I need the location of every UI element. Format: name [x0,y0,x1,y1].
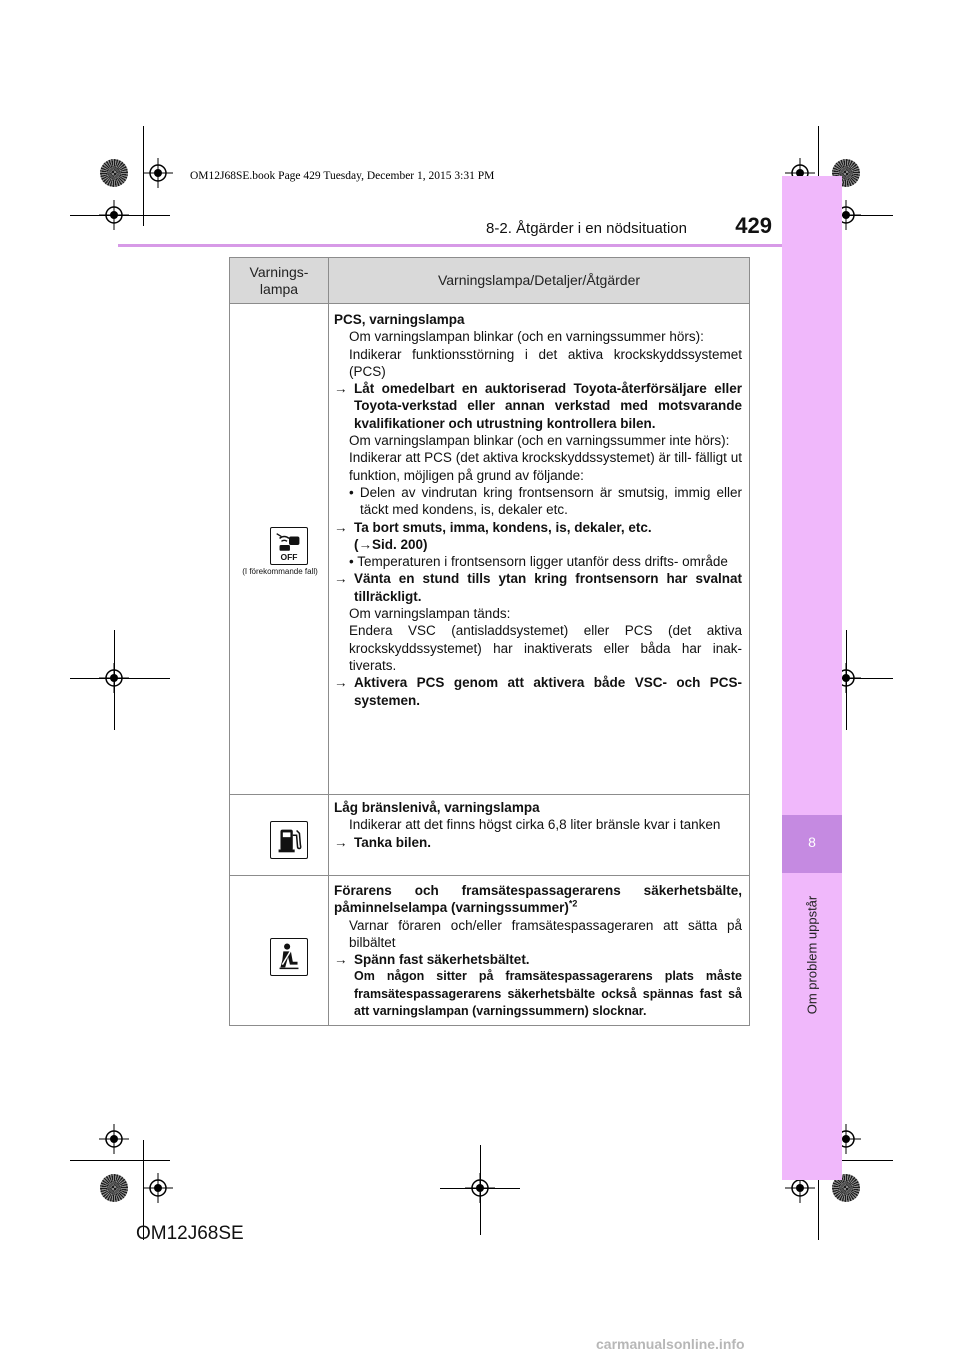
arrow-glyph: → [334,519,348,535]
row-paragraph: Indikerar att PCS (det aktiva krockskyddssystemet) är till- fälligt ut funktion, möjligen på grund av följande: [349,450,742,483]
low-fuel-icon [270,821,308,859]
row-title: Låg bränslenivå, varningslampa [334,800,540,815]
pcs-off-warning-icon [270,527,308,565]
chapter-number: 8 [808,834,816,850]
icon-caption: (I förekommande fall) [242,567,318,576]
registration-target-1 [143,158,173,188]
row-separator [230,794,749,795]
svg-text:OFF: OFF [280,552,298,563]
arrow-glyph: → [334,571,348,587]
chapter-name: Om problem uppstår [804,895,820,1015]
registration-target-7 [99,1124,129,1154]
registration-dot-bottom-left [100,1174,128,1202]
col-header-details: Varningslampa/Detaljer/Åtgärder [437,272,641,288]
registration-target-9 [143,1173,173,1203]
book-info-stamp: OM12J68SE.book Page 429 Tuesday, December 1, 2015 3:31 PM [184,166,514,186]
action-text: Låt omedelbart en auktoriserad Toyota-återförsäljare eller Toyota-verkstad eller annan verkstad med motsvarande kvalifikationer och utrustning kontrollera bilen. [354,381,742,431]
registration-target-3 [99,200,129,230]
action-note: Om någon sitter på framsätespassagerarens plats måste framsätespassagerarens säkerhetsbälte också spännas fast så att varningslampan (varningssummern) slocknar. [354,969,742,1019]
bullet-item: • Temperaturen i frontsensorn ligger utanför dess drifts- område [349,554,728,570]
row-paragraph: Endera VSC (antisladdsystemet) eller PCS (det aktiva krockskyddssystemet) har inaktiverats eller båda har inak- tiverats. [349,623,742,673]
manual-code: OM12J68SE [136,1223,244,1244]
action-text: Vänta en stund tills ytan kring frontsensorn har svalnat tillräckligt. [354,571,742,604]
chapter-tab-band [782,176,842,1180]
pcs-row-text [334,311,742,709]
column-divider [328,258,329,1025]
row-title: PCS, varningslampa [334,312,465,327]
arrow-glyph: → [334,675,348,691]
arrow-glyph: → [334,952,348,968]
table-header [230,258,749,304]
row-paragraph: Om varningslampan tänds: [349,606,511,622]
footnote-marker: *2 [568,898,578,909]
site-watermark: carmanualsonline.info [596,1336,745,1352]
col-header-lamp: Varnings- lampa [249,264,309,297]
row-paragraph: Om varningslampan blinkar (och en varningssummer hörs): [349,329,704,345]
row-paragraph: Indikerar att det finns högst cirka 6,8 liter bränsle kvar i tanken [349,817,721,833]
row-paragraph: Varnar föraren och/eller framsätespassageraren att sätta på bilbältet [349,917,742,950]
page-reference[interactable]: (→Sid. 200) [354,536,428,552]
arrow-glyph: → [334,834,348,850]
action-text: Aktivera PCS genom att aktivera både VSC- och PCS- systemen. [354,675,742,708]
row-separator [230,875,749,876]
action-text: Tanka bilen. [354,834,432,850]
header-rule [118,244,782,247]
row-paragraph: Om varningslampan blinkar (och en varningssummer inte hörs): [349,433,730,449]
row-title: Förarens och framsätespassagerarens säkerhetsbälte, påminnelselampa (varningssummer) [334,883,742,916]
row-paragraph: Indikerar funktionsstörning i det aktiva krockskyddssystemet (PCS) [349,346,742,379]
warning-light-table [229,257,750,1026]
bullet-item: • Delen av vindrutan kring frontsensorn är smutsig, immig eller täckt med kondens, is, dekaler etc. [349,484,742,518]
fuel-row-text [334,799,742,851]
action-text: Ta bort smuts, imma, kondens, is, dekaler, etc. [354,519,652,535]
registration-target-5 [99,663,129,693]
seatbelt-reminder-icon [270,938,308,976]
page-number: 429 [735,213,772,238]
seatbelt-row-text [334,882,742,1020]
registration-target-10 [465,1173,495,1203]
arrow-glyph: → [334,381,348,397]
action-text: Spänn fast säkerhetsbältet. [354,952,530,968]
registration-dot-top-left [100,159,128,187]
section-title: 8-2. Åtgärder i en nödsituation [486,220,687,237]
